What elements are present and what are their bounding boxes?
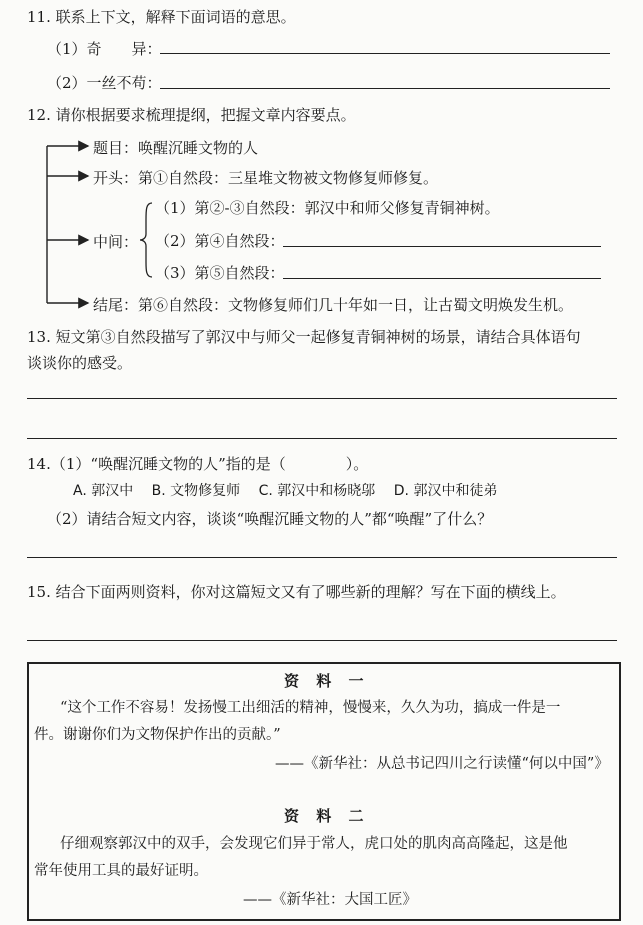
q13-line2: 谈谈你的感受。 xyxy=(27,354,133,372)
q14-part2: （2）请结合短文内容，谈谈“唤醒沉睡文物的人”都“唤醒”了什么？ xyxy=(47,510,493,528)
material2-line2: 常年使用工具的最好证明。 xyxy=(34,863,208,879)
middle-brace xyxy=(140,203,152,277)
material1-source: ——《新华社：从总书记四川之行读懂“何以中国”》 xyxy=(275,756,609,772)
q12-answer-line-1[interactable] xyxy=(283,246,601,247)
q14-options[interactable]: A. 郭汉中 B. 文物修复师 C. 郭汉中和杨晓邬 D. 郭汉中和徒弟 xyxy=(73,483,498,499)
q14-answer-line[interactable] xyxy=(27,557,617,558)
q15-title: 15. 结合下面两则资料，你对这篇短文又有了哪些新的理解？写在下面的横线上。 xyxy=(27,583,566,601)
q11-item1-label: （1）奇 异： xyxy=(47,40,162,58)
q13-answer-line-1[interactable] xyxy=(27,398,617,399)
outline-ending: 结尾：第⑥自然段：文物修复师们几十年如一日，让古蜀文明焕发生机。 xyxy=(93,296,574,314)
material1-line1: “这个工作不容易！发扬慢工出细活的精神，慢慢来，久久为功，搞成一件是一 xyxy=(60,700,561,716)
q15-answer-line[interactable] xyxy=(27,640,617,641)
q11-title: 11. 联系上下文，解释下面词语的意思。 xyxy=(27,8,296,26)
outline-middle-label: 中间： xyxy=(93,233,139,251)
outline-opening: 开头：第①自然段：三星堆文物被文物修复师修复。 xyxy=(93,169,439,187)
material2-title: 资 料 二 xyxy=(284,807,370,825)
material2-line1: 仔细观察郭汉中的双手，会发现它们异于常人，虎口处的肌肉高高隆起，这是他 xyxy=(60,836,568,852)
material1-line2: 件。谢谢你们为文物保护作出的贡献。” xyxy=(34,727,281,743)
outline-middle-3: （3）第⑤自然段： xyxy=(155,264,285,282)
outline-middle-1: （1）第②-③自然段：郭汉中和师父修复青铜神树。 xyxy=(155,199,500,217)
q11-item2-label: （2）一丝不苟： xyxy=(47,74,162,92)
outline-topic: 题目：唤醒沉睡文物的人 xyxy=(93,139,259,157)
q13-answer-line-2[interactable] xyxy=(27,438,617,439)
material1-title: 资 料 一 xyxy=(284,672,370,690)
outline-middle-2: （2）第④自然段： xyxy=(155,232,285,250)
q13-line1: 13. 短文第③自然段描写了郭汉中与师父一起修复青铜神树的场景，请结合具体语句 xyxy=(27,328,581,346)
q12-title: 12. 请你根据要求梳理提纲，把握文章内容要点。 xyxy=(27,106,356,124)
q14-part1: 14.（1）“唤醒沉睡文物的人”指的是（ ）。 xyxy=(27,455,369,473)
q12-answer-line-2[interactable] xyxy=(283,278,601,279)
material2-source: ——《新华社：大国工匠》 xyxy=(243,892,417,908)
